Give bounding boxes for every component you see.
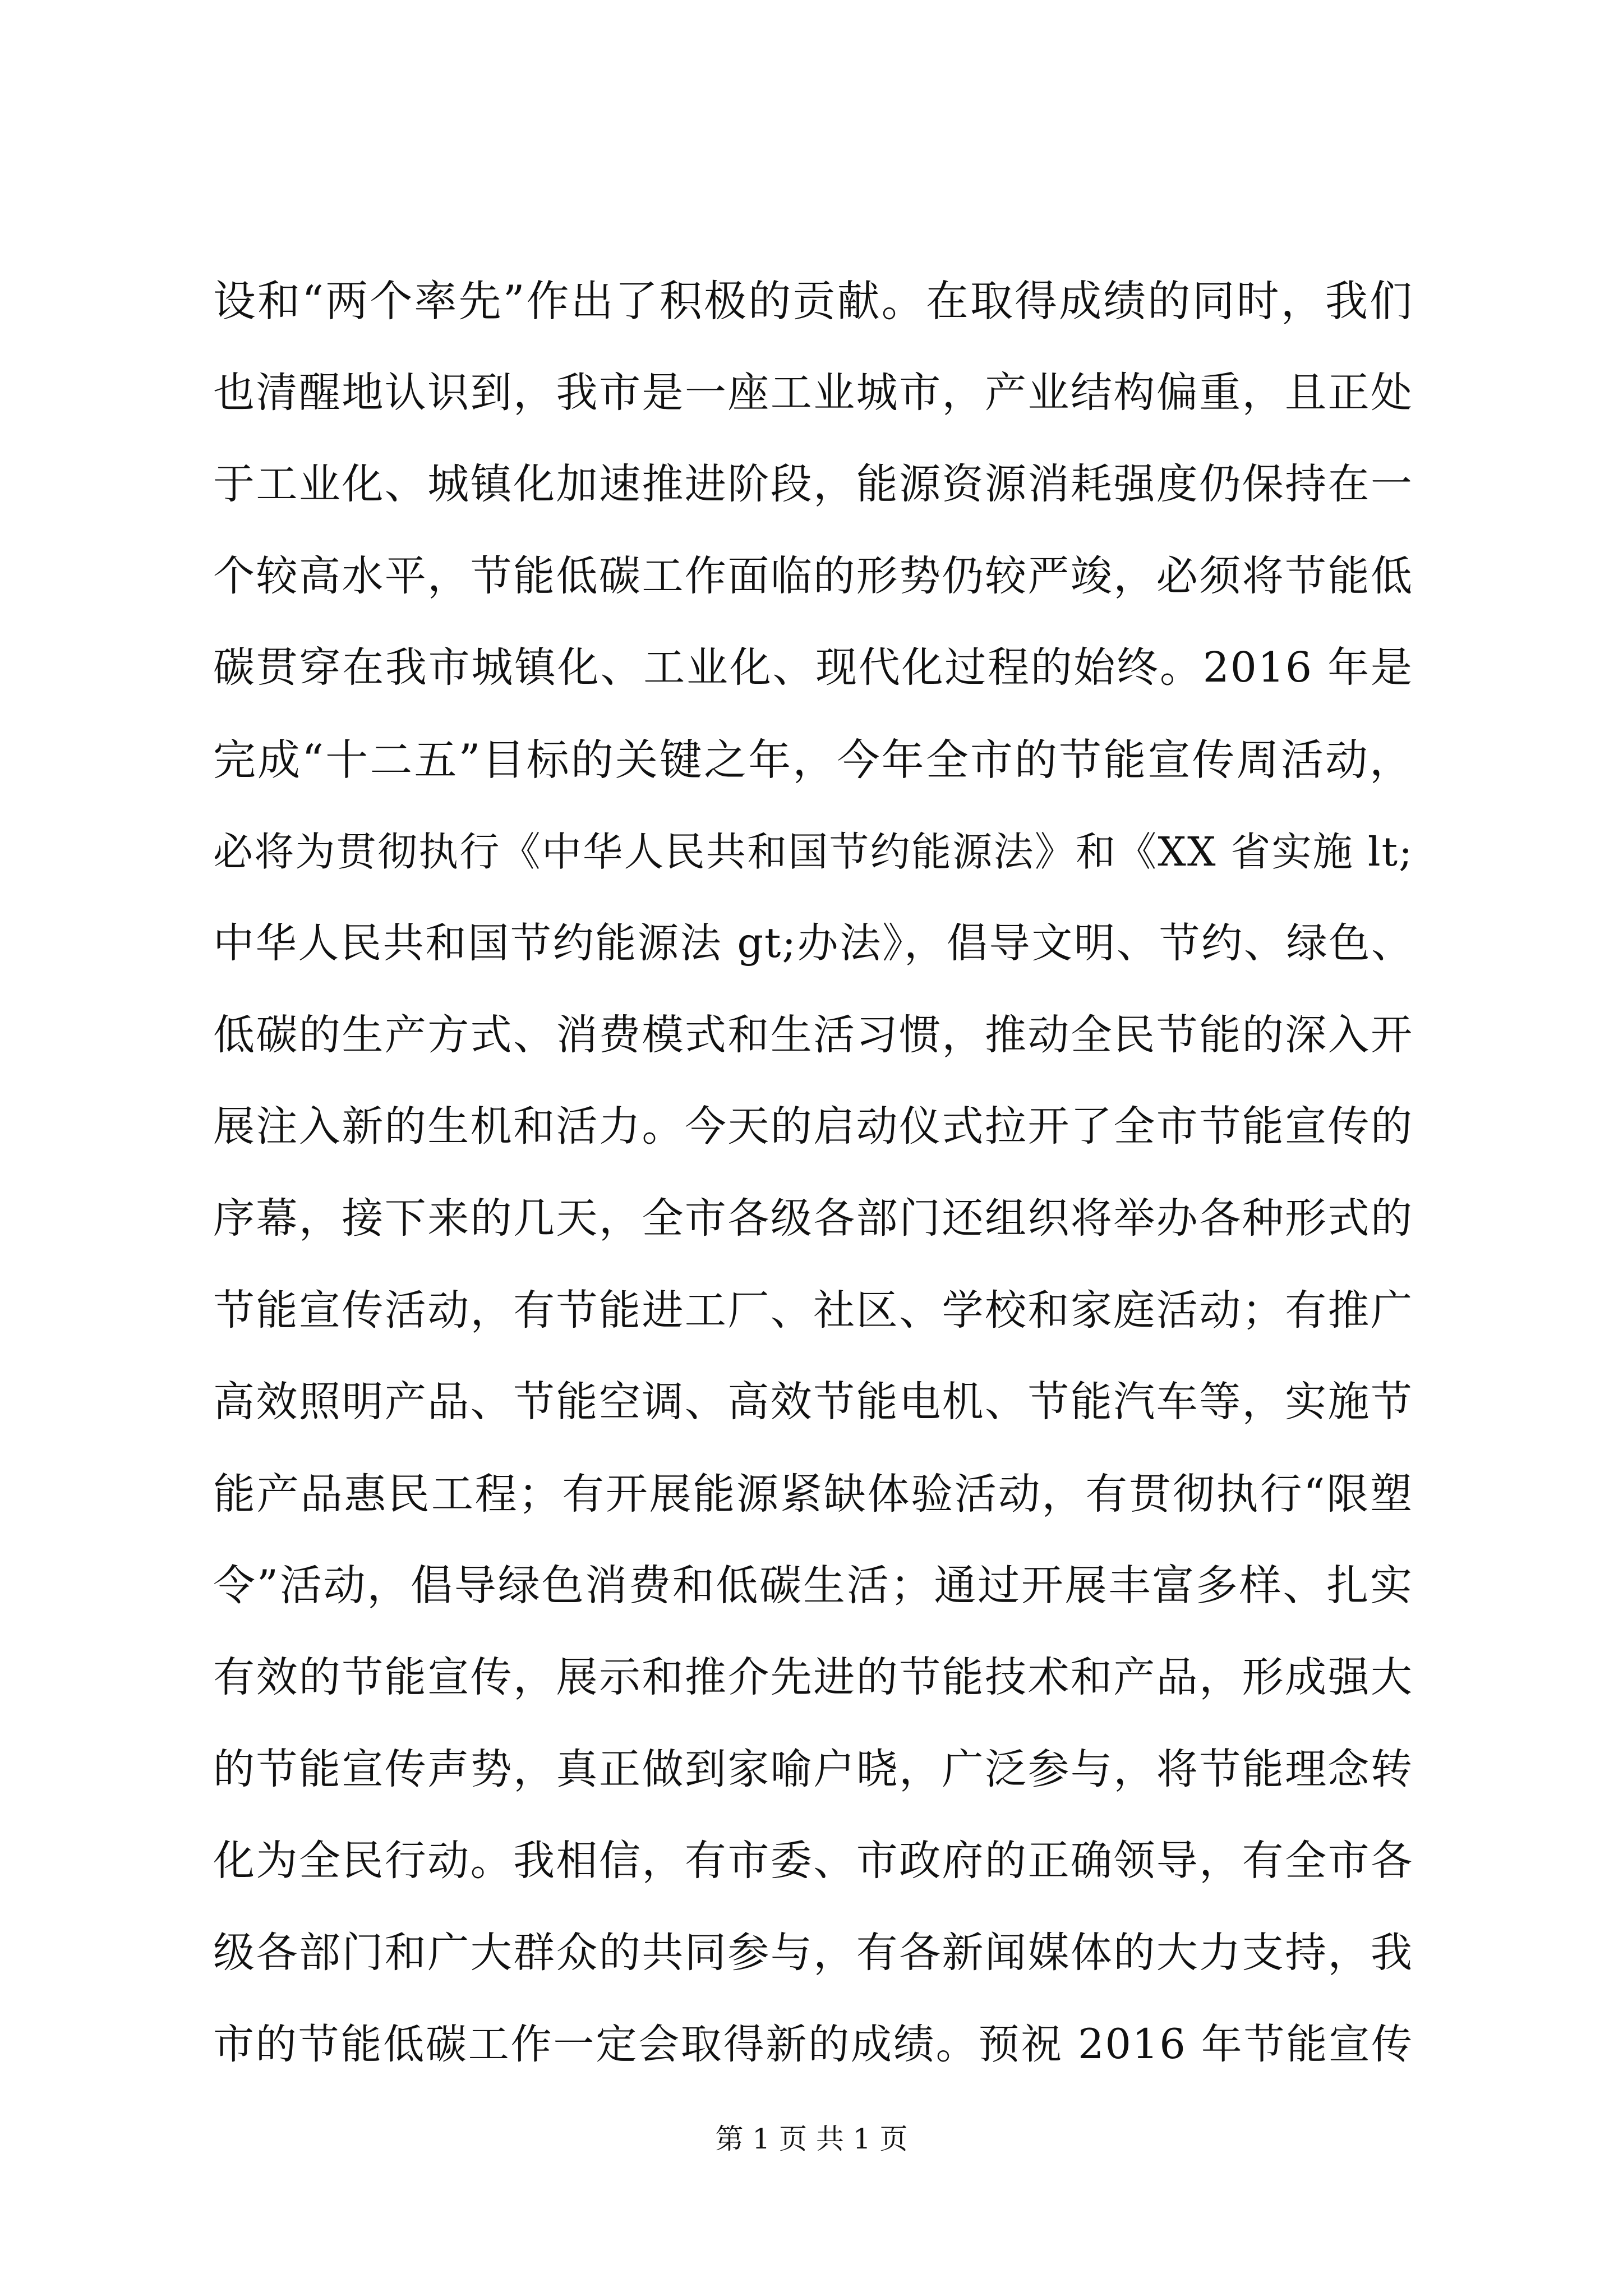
text-line: 也清醒地认识到，我市是一座工业城市，产业结构偏重，且正处 xyxy=(213,368,1413,417)
text-line: 中华人民共和国节约能源法 gt;办法》，倡导文明、节约、绿色、 xyxy=(213,919,1413,968)
text-line: 的节能宣传声势，真正做到家喻户晓，广泛参与，将节能理念转 xyxy=(213,1745,1413,1793)
text-line: 级各部门和广大群众的共同参与，有各新闻媒体的大力支持，我 xyxy=(213,1928,1413,1977)
body-text xyxy=(213,255,1413,2091)
text-line: 序幕，接下来的几天，全市各级各部门还组织将举办各种形式的 xyxy=(213,1194,1413,1243)
text-line: 高效照明产品、节能空调、高效节能电机、节能汽车等，实施节 xyxy=(213,1378,1413,1427)
text-line: 市的节能低碳工作一定会取得新的成绩。预祝 2016 年节能宣传 xyxy=(213,2021,1413,2069)
text-line: 有效的节能宣传，展示和推介先进的节能技术和产品，形成强大 xyxy=(213,1653,1413,1701)
page-footer: 第 1 页 共 1 页 xyxy=(715,2123,908,2155)
text-line: 展注入新的生机和活力。今天的启动仪式拉开了全市节能宣传的 xyxy=(213,1102,1413,1151)
text-line: 低碳的生产方式、消费模式和生活习惯，推动全民节能的深入开 xyxy=(213,1010,1413,1059)
text-line: 必将为贯彻执行《中华人民共和国节约能源法》和《XX 省实施 lt; xyxy=(213,828,1413,875)
text-line: 碳贯穿在我市城镇化、工业化、现代化过程的始终。2016 年是 xyxy=(213,643,1413,692)
text-line: 化为全民行动。我相信，有市委、市政府的正确领导，有全市各 xyxy=(213,1837,1413,1885)
text-line: 个较高水平，节能低碳工作面临的形势仍较严竣，必须将节能低 xyxy=(213,551,1413,600)
text-line: 能产品惠民工程；有开展能源紧缺体验活动，有贯彻执行“限塑 xyxy=(213,1469,1413,1519)
text-line: 设和“两个率先”作出了积极的贡献。在取得成绩的同时，我们 xyxy=(213,276,1413,326)
text-line: 令”活动，倡导绿色消费和低碳生活；通过开展丰富多样、扎实 xyxy=(213,1561,1413,1611)
text-line: 于工业化、城镇化加速推进阶段，能源资源消耗强度仍保持在一 xyxy=(213,460,1413,509)
text-line: 节能宣传活动，有节能进工厂、社区、学校和家庭活动；有推广 xyxy=(213,1286,1413,1335)
text-line: 完成“十二五”目标的关键之年，今年全市的节能宣传周活动， xyxy=(213,734,1413,785)
